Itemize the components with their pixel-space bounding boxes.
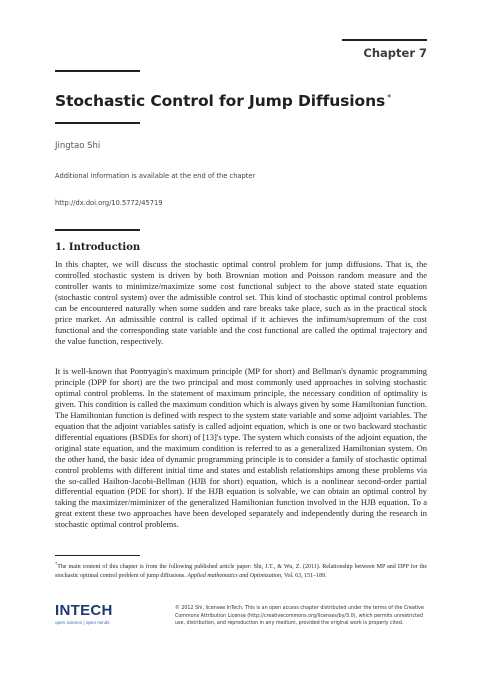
title-footnote-marker: *: [387, 92, 392, 102]
copyright-notice: © 2012 Shi, licensee InTech. This is an open access chapter distributed under the terms of the Creative Commons Attribution License (http://creativecommons.org/licenses/by/3.0), which permits unrestricted use, distribution, and reproduction in any medium, provided the original work is properly cited.: [175, 606, 424, 627]
footnote-text: The main content of this chapter is from the following published article paper: Shi, J.T., & Wu, Z. (2011). Relationship between MP and DPP for the stochastic optimal control problem of jump diffusions.: [55, 564, 427, 579]
title-top-rule: [55, 70, 140, 72]
additional-info: Additional information is available at the end of the chapter: [55, 172, 256, 180]
section-rule: [55, 229, 140, 231]
intech-logo: [55, 603, 125, 625]
intech-wordmark: INTECH: [55, 602, 113, 619]
footnote-rule: [55, 555, 140, 556]
chapter-rule: [342, 39, 427, 41]
section-heading: 1. Introduction: [55, 242, 141, 253]
author-name: Jingtao Shi: [55, 141, 101, 151]
footnote-journal: Applied mathematics and Optimization,: [187, 572, 283, 579]
chapter-title: [55, 92, 391, 110]
footnote-volume: Vol. 63, 151–189.: [283, 572, 327, 579]
chapter-title-text: Stochastic Control for Jump Diffusions: [55, 92, 386, 110]
paragraph-approaches: It is well-known that Pontryagin's maximum principle (MP for short) and Bellman's dynamic programming principle (DPP for short) are the two principal and most commonly used approaches in solving stochastic optimal control problems. In the statement of maximum principle, the necessary condition of optimality is given. This condition is called the maximum condition which is always given by some Hamiltonian function. The Hamiltonian function is defined with respect to the system state variable and some adjoint variables. The equation that the adjoint variables satisfy is called adjoint equation, which is one or two backward stochastic differential equations (BSDEs for short) of [13]'s type. The system which consists of the adjoint equation, the original state equation, and the maximum condition is referred to as a generalized Hamiltonian system. On the other hand, the basic idea of dynamic programming principle is to consider a family of stochastic optimal control problems with different initial time and states and establish relationships among these problems via the so-called Hailton-Jacobi-Bellman (HJB for short) equation, which is a nonlinear second-order partial differential equation (PDE for short). If the HJB equation is solvable, we can obtain an optimal control by taking the maximizer/miminizer of the generalized Hamiltonian function involved in the HJB equation. To a great extent these two approaches have been developed separately and independently during the research in stochastic optimal control problems.: [55, 366, 427, 530]
footnote: [55, 560, 427, 580]
title-bottom-rule: [55, 122, 140, 124]
chapter-label: Chapter 7: [363, 46, 427, 60]
footnote-marker: *: [55, 561, 58, 566]
paragraph-intro: In this chapter, we will discuss the stochastic optimal control problem for jump diffusions. That is, the controlled stochastic system is driven by both Brownian motion and Poisson random measure and the controller wants to minimize/maximize some cost functional subject to the above stated state equation (stochastic control system) over the admissible control set. This kind of stochastic optimal control problems can be encountered naturally when some sudden and rare breaks take place, such as in the practical stock price market. An admissible control is called optimal if it achieves the infimum/supremum of the cost functional and the corresponding state variable and the cost functional are called the optimal trajectory and the value function, respectively.: [55, 259, 427, 346]
intech-tagline: open science | open minds: [55, 620, 110, 625]
doi-link[interactable]: http://dx.doi.org/10.5772/45719: [55, 199, 163, 207]
